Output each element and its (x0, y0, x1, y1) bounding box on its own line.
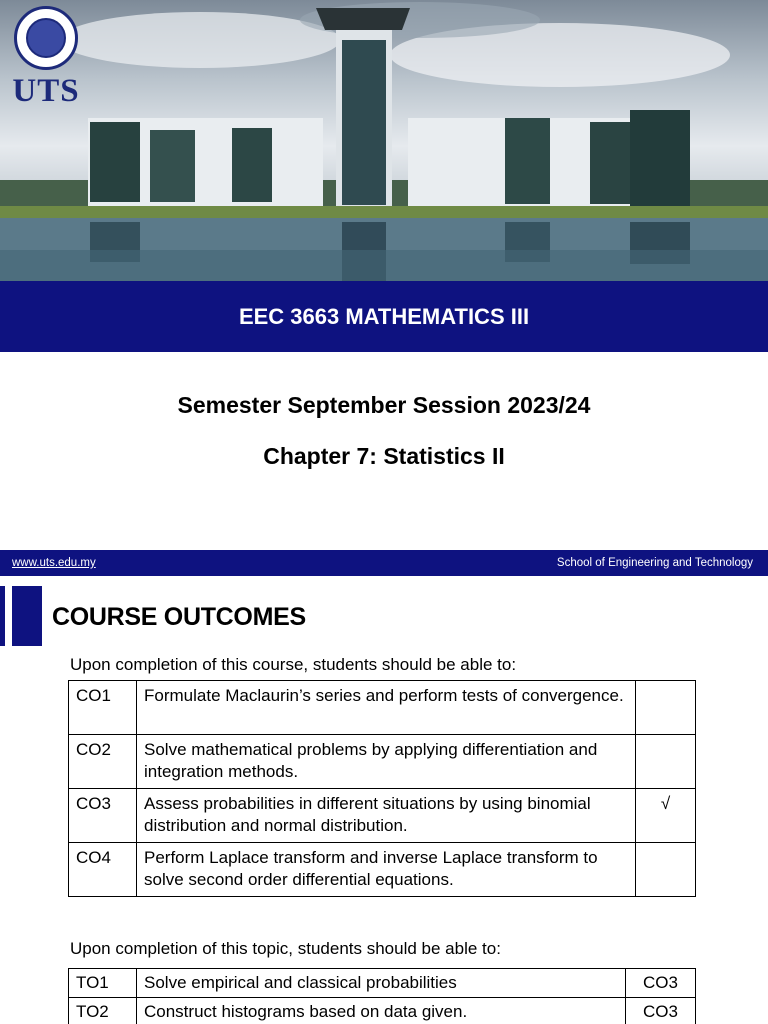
outcome-text: Perform Laplace transform and inverse Laplace transform to solve second order differential equations. (137, 843, 636, 897)
outcome-code: CO1 (69, 681, 137, 735)
marker-bar-thin (0, 586, 5, 646)
outcome-code: CO3 (69, 789, 137, 843)
campus-photo (0, 0, 768, 281)
table-row (69, 789, 696, 843)
topic-outcomes-table (68, 968, 696, 1024)
outcome-text: Solve mathematical problems by applying differentiation and integration methods. (137, 735, 636, 789)
course-title-band (0, 281, 768, 352)
table-row (69, 843, 696, 897)
topic-intro-text: Upon completion of this topic, students should be able to: (70, 939, 501, 958)
outcome-text: Assess probabilities in different situations by using binomial distribution and normal distribution. (137, 789, 636, 843)
topic-code: TO2 (69, 998, 137, 1024)
table-row (69, 735, 696, 789)
course-title: EEC 3663 MATHEMATICS III (238, 303, 530, 329)
logo-text: UTS (12, 73, 80, 109)
topic-text: Solve empirical and classical probabilities (137, 969, 626, 998)
outcome-code: CO4 (69, 843, 137, 897)
outcome-mark (636, 843, 696, 897)
table-row (69, 681, 696, 735)
topic-text: Construct histograms based on data given. (137, 998, 626, 1024)
slide-footer (0, 550, 768, 576)
checkmark-icon: √ (636, 789, 696, 843)
chapter-title: Chapter 7: Statistics II (263, 443, 505, 469)
school-name: School of Engineering and Technology (556, 557, 753, 569)
website-link[interactable]: www.uts.edu.my (12, 557, 96, 569)
topic-co: CO3 (626, 969, 696, 998)
semester-text: Semester September Session 2023/24 (177, 392, 591, 418)
topic-co: CO3 (626, 998, 696, 1024)
campus-building-illustration (0, 0, 768, 281)
course-outcomes-table (68, 680, 696, 897)
marker-bar-thick (12, 586, 42, 646)
outcome-mark (636, 735, 696, 789)
section-heading: COURSE OUTCOMES (52, 603, 306, 631)
outcome-text: Formulate Maclaurin’s series and perform tests of convergence. (137, 681, 636, 735)
course-intro-text: Upon completion of this course, students should be able to: (70, 655, 517, 674)
table-row (69, 998, 696, 1024)
outcome-code: CO2 (69, 735, 137, 789)
outcome-mark (636, 681, 696, 735)
topic-code: TO1 (69, 969, 137, 998)
university-logo (6, 6, 86, 110)
university-seal-icon (14, 6, 78, 70)
table-row (69, 969, 696, 998)
